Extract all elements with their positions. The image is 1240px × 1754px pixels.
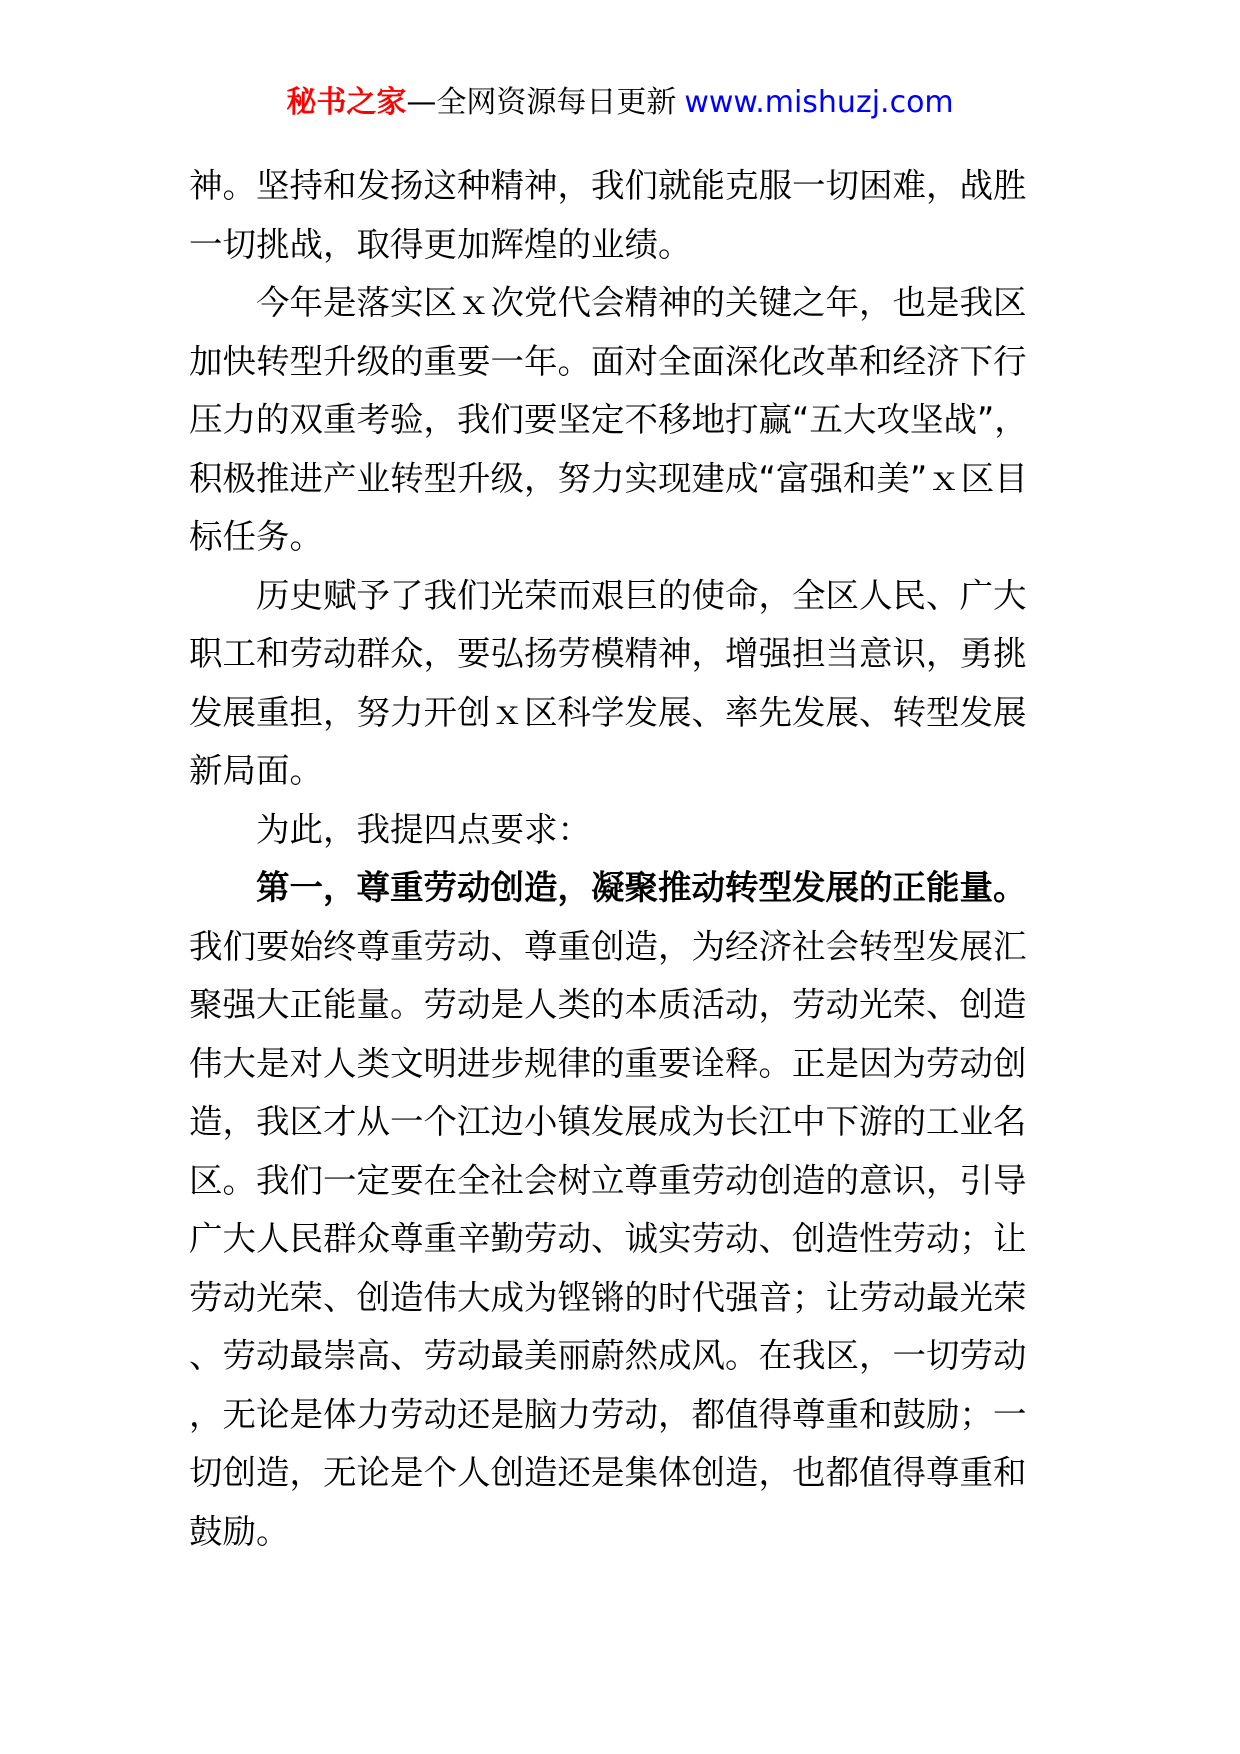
header-slogan: —全网资源每日更新: [406, 85, 677, 120]
paragraph-4: 为此，我提四点要求：: [256, 809, 591, 849]
paragraph-5-text: 我们要始终尊重劳动、尊重创造，为经济社会转型发展汇聚强大正能量。劳动是人类的本质活动，劳动光荣、创造伟大是对人类文明进步规律的重要诠释。正是因为劳动创造，我区才从一个江边小镇发展成为长江中下游的工业名区。我们一定要在全社会树立尊重劳动创造的意识，引导广大人民群众尊重辛勤劳动、诚实劳动、创造性劳动；让劳动光荣、创造伟大成为铿锵的时代强音；让劳动最光荣、劳动最崇高、劳动最美丽蔚然成风。在我区，一切劳动，无论是体力劳动还是脑力劳动，都值得尊重和鼓励；一切创造，无论是个人创造还是集体创造，也都值得尊重和鼓励。: [189, 926, 1027, 1551]
document-body: [189, 157, 1029, 1561]
page-header: [0, 83, 1240, 123]
brand-name: 秘书之家: [286, 85, 407, 120]
paragraph-2: 今年是落实区ｘ次党代会精神的关键之年，也是我区加快转型升级的重要一年。面对全面深化改革和经济下行压力的双重考验，我们要坚定不移地打赢“五大攻坚战”，积极推进产业转型升级，努力实现建成“富强和美”ｘ区目标任务。: [189, 283, 1028, 556]
paragraph-3: 历史赋予了我们光荣而艰巨的使命，全区人民、广大职工和劳动群众，要弘扬劳模精神，增强担当意识，勇挑发展重担，努力开创ｘ区科学发展、率先发展、转型发展新局面。: [189, 575, 1027, 790]
paragraph-5: [189, 859, 1029, 1561]
site-url-link[interactable]: www.mishuzj.com: [684, 85, 954, 120]
paragraph-1: 神。坚持和发扬这种精神，我们就能克服一切困难，战胜一切挑战，取得更加辉煌的业绩。: [189, 166, 1027, 264]
paragraph-5-heading: 第一，尊重劳动创造，凝聚推动转型发展的正能量。: [256, 868, 1027, 907]
